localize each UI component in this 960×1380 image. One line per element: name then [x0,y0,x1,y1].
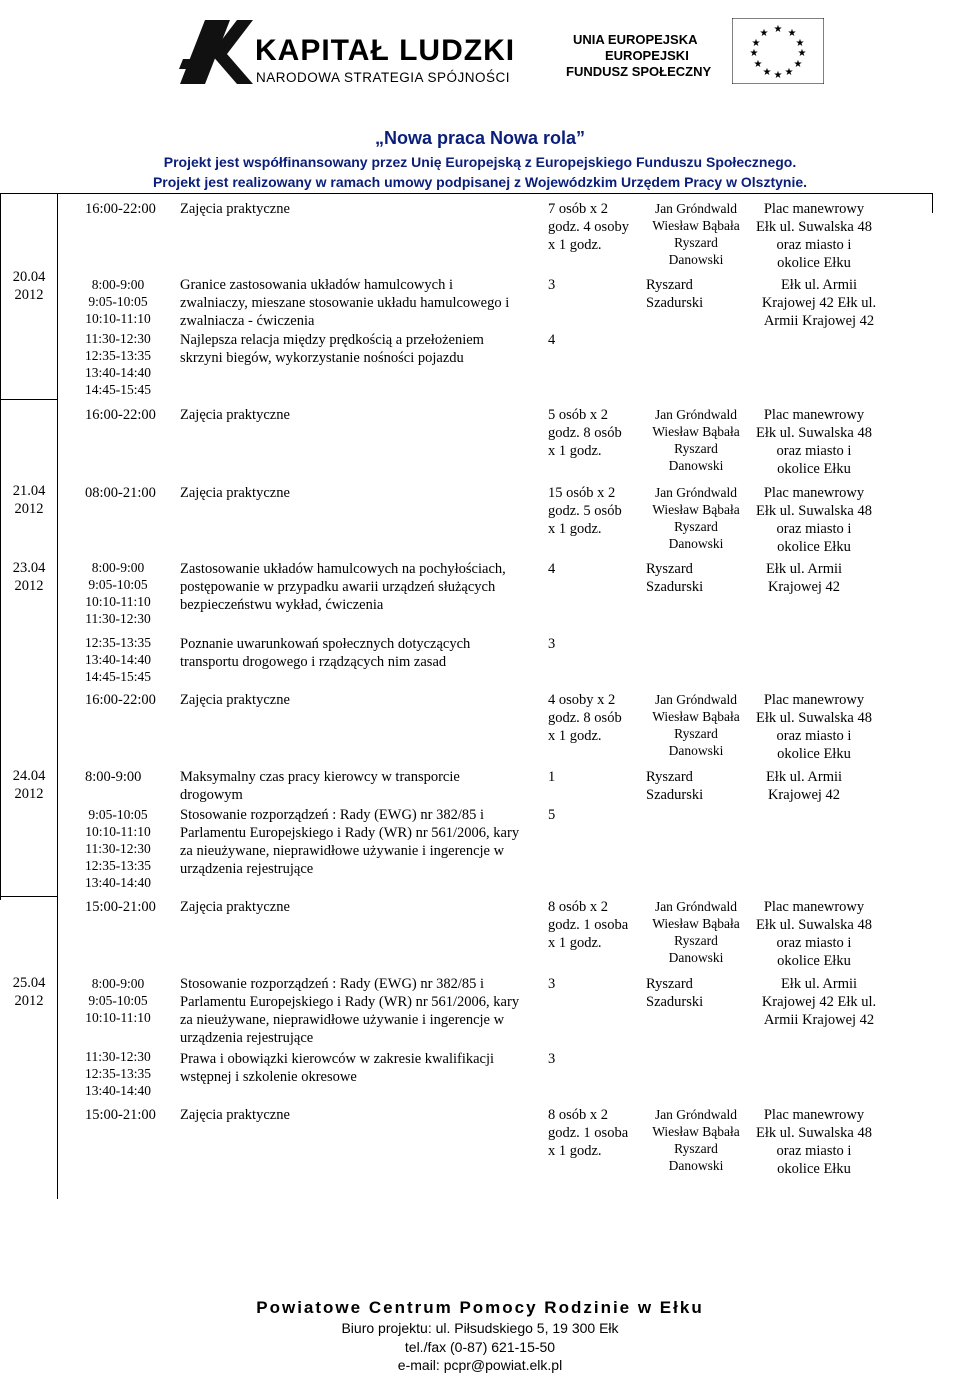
topic-cell: Prawa i obowiązki kierowców w zakresie kwalifikacji wstępnej i szkolenie okresowe [180,1051,495,1085]
svg-text:★: ★ [751,38,761,49]
instructor-cell: Ryszard Szadurski [646,976,704,1010]
instructor-cell: Jan Gróndwald Wiesław Bąbała Ryszard Danowski [652,485,740,551]
hours-cell: 4 [548,561,556,577]
date-24-04: 24.04 2012 [12,768,46,802]
place-cell: Ełk ul. Armii Krajowej 42 Ełk ul. Armii Krajowej 42 [761,277,877,329]
header-divider [0,193,932,194]
time-cell: 15:00-21:00 [85,1107,156,1123]
date-20-04: 20.04 2012 [12,269,46,303]
hours-cell: 4 [548,332,556,348]
instructor-cell: Jan Gróndwald Wiesław Bąbała Ryszard Danowski [652,899,740,965]
place-cell: Ełk ul. Armii Krajowej 42 [765,561,843,595]
svg-text:★: ★ [773,70,783,81]
time-cell: 12:35-13:35 13:40-14:40 14:45-15:45 [85,635,151,684]
place-cell: Plac manewrowy Ełk ul. Suwalska 48 oraz miasto i okolice Ełku [756,485,872,555]
topic-cell: Zajęcia praktyczne [180,692,290,708]
place-cell: Ełk ul. Armii Krajowej 42 Ełk ul. Armii Krajowej 42 [761,976,877,1028]
time-cell: 16:00-22:00 [85,201,156,217]
ue-line3: FUNDUSZ SPOŁECZNY [566,64,712,79]
instructor-cell: Ryszard Szadurski [646,277,704,311]
hours-cell: 5 [548,807,556,823]
place-cell: Plac manewrowy Ełk ul. Suwalska 48 oraz miasto i okolice Ełku [756,899,872,969]
instructor-cell: Jan Gróndwald Wiesław Bąbała Ryszard Danowski [652,201,740,267]
instructor-cell: Jan Gróndwald Wiesław Bąbała Ryszard Danowski [652,407,740,473]
hours-cell: 4 osoby x 2 godz. 8 osób x 1 godz. [548,692,622,744]
time-cell: 15:00-21:00 [85,899,156,915]
svg-text:★: ★ [795,38,805,49]
footer-address: Biuro projektu: ul. Piłsudskiego 5, 19 300 Ełk [341,1320,619,1336]
date-23-04: 23.04 2012 [12,560,46,594]
footer-phone: tel./fax (0-87) 621-15-50 [404,1339,556,1355]
hours-cell: 3 [548,277,556,293]
date-21-04: 21.04 2012 [12,483,46,517]
project-title: „Nowa praca Nowa rola” [374,128,586,148]
hours-cell: 7 osób x 2 godz. 4 osoby x 1 godz. [548,201,629,253]
svg-text:★: ★ [749,48,759,59]
svg-text:★: ★ [759,28,769,39]
svg-text:★: ★ [784,67,794,78]
contract-line: Projekt jest realizowany w ramach umowy podpisanej z Wojewódzkim Urzędem Pracy w Olsztynie. [152,174,808,190]
hours-cell: 3 [548,976,556,992]
topic-cell: Zajęcia praktyczne [180,485,290,501]
place-cell: Plac manewrowy Ełk ul. Suwalska 48 oraz miasto i okolice Ełku [756,692,872,762]
topic-cell: Najlepsza relacja między prędkością a przełożeniem skrzyni biegów, wykorzystanie nośności pojazdu [180,332,484,366]
time-cell: 8:00-9:00 9:05-10:05 10:10-11:10 11:30-12:30 [85,560,151,626]
time-cell: 11:30-12:30 12:35-13:35 13:40-14:40 [85,1049,151,1098]
topic-cell: Stosowanie rozporządzeń : Rady (EWG) nr 382/85 i Parlamentu Europejskiego i Rady (WR) nr 561/2006, kary za nieużywane, nieprawidłowe używanie i ingerencje w urządzenia rejestrujące [180,807,520,877]
topic-cell: Maksymalny czas pracy kierowcy w transporcie drogowym [180,769,460,803]
instructor-cell: Jan Gróndwald Wiesław Bąbała Ryszard Danowski [652,1107,740,1173]
instructor-cell: Jan Gróndwald Wiesław Bąbała Ryszard Danowski [652,692,740,758]
hours-cell: 8 osób x 2 godz. 1 osoba x 1 godz. [548,899,629,951]
date-25-04: 25.04 2012 [12,975,46,1009]
kl-subtitle: NARODOWA STRATEGIA SPÓJNOŚCI [256,70,511,85]
svg-text:★: ★ [773,24,783,35]
svg-text:★: ★ [787,28,797,39]
place-cell: Ełk ul. Armii Krajowej 42 [765,769,843,803]
time-cell: 16:00-22:00 [85,692,156,708]
time-cell: 9:05-10:05 10:10-11:10 11:30-12:30 12:35-13:35 13:40-14:40 [85,807,151,890]
place-cell: Plac manewrowy Ełk ul. Suwalska 48 oraz miasto i okolice Ełku [756,407,872,477]
kapital-ludzki-emblem-icon [179,20,253,84]
hours-cell: 8 osób x 2 godz. 1 osoba x 1 godz. [548,1107,629,1159]
time-cell: 11:30-12:30 12:35-13:35 13:40-14:40 14:45-15:45 [85,331,151,397]
hours-cell: 5 osób x 2 godz. 8 osób x 1 godz. [548,407,622,459]
topic-cell: Poznanie uwarunkowań społecznych dotyczących transportu drogowego i rządzących nim zasad [180,636,471,670]
ue-line1: UNIA EUROPEJSKA [573,32,698,47]
hours-cell: 3 [548,636,556,652]
time-cell: 8:00-9:00 9:05-10:05 10:10-11:10 [85,976,151,1025]
topic-cell: Zajęcia praktyczne [180,1107,290,1123]
svg-text:★: ★ [753,59,763,70]
svg-text:★: ★ [793,59,803,70]
hours-cell: 15 osób x 2 godz. 5 osób x 1 godz. [548,485,622,537]
instructor-cell: Ryszard Szadurski [646,769,704,803]
topic-cell: Zajęcia praktyczne [180,899,290,915]
footer-email[interactable]: e-mail: pcpr@powiat.elk.pl [397,1357,563,1373]
hours-cell: 1 [548,769,556,785]
place-cell: Plac manewrowy Ełk ul. Suwalska 48 oraz miasto i okolice Ełku [756,201,872,271]
eu-flag-icon [732,18,824,84]
ue-line2: EUROPEJSKI [605,48,689,63]
kl-name: KAPITAŁ LUDZKI [255,34,516,67]
time-cell: 8:00-9:00 9:05-10:05 10:10-11:10 [85,277,151,326]
instructor-cell: Ryszard Szadurski [646,561,704,595]
cofinance-line: Projekt jest współfinansowany przez Unię Europejską z Europejskiego Funduszu Społecznego. [163,154,797,170]
time-cell: 16:00-22:00 [85,407,156,423]
time-cell: 8:00-9:00 [85,769,142,785]
topic-cell: Zastosowanie układów hamulcowych na pochyłościach, postępowanie w przypadku awarii urządzeń służących bezpieczeństwu wykład, ćwiczenia [180,561,506,613]
topic-cell: Zajęcia praktyczne [180,407,290,423]
hours-cell: 3 [548,1051,556,1067]
svg-text:★: ★ [762,67,772,78]
topic-cell: Stosowanie rozporządzeń : Rady (EWG) nr 382/85 i Parlamentu Europejskiego i Rady (WR) nr 561/2006, kary za nieużywane, nieprawidłowe używanie i ingerencje w urządzenia rejestrujące [180,976,520,1046]
topic-cell: Granice zastosowania układów hamulcowych i zwalniaczy, mieszane stosowanie układu hamulcowego i zwalniacza - ćwiczenia [180,277,510,329]
svg-text:★: ★ [797,48,807,59]
footer-organization: Powiatowe Centrum Pomocy Rodzinie w Ełku [256,1298,704,1317]
place-cell: Plac manewrowy Ełk ul. Suwalska 48 oraz miasto i okolice Ełku [756,1107,872,1177]
topic-cell: Zajęcia praktyczne [180,201,290,217]
time-cell: 08:00-21:00 [85,485,156,501]
